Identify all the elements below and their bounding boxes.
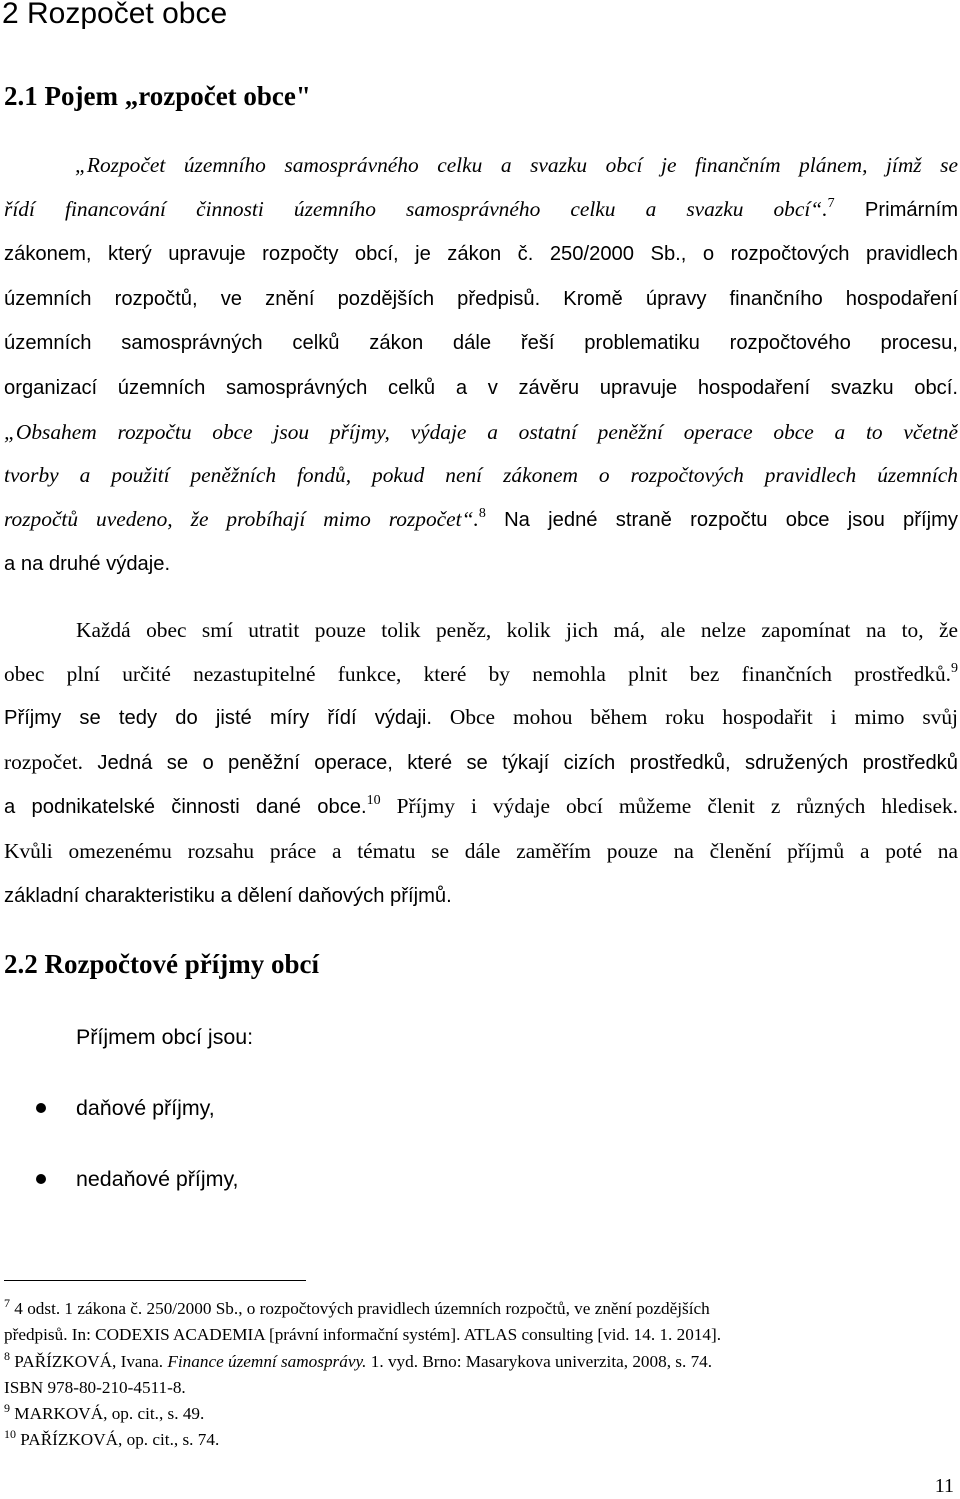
section-heading-2-2: 2.2 Rozpočtové příjmy obcí	[4, 949, 319, 979]
paragraph-line: organizací územních samosprávných celků a v závěru upravuje hospodaření svazku obcí.	[4, 376, 958, 399]
page-number: 11	[934, 1475, 954, 1497]
list-intro: Příjmem obcí jsou:	[76, 1025, 254, 1049]
footnote-separator	[4, 1280, 306, 1281]
paragraph-line: základní charakteristiku a dělení daňových příjmů.	[4, 884, 452, 907]
paragraph-line: Kvůli omezenému rozsahu práce a tématu se dále zaměřím pouze na členění příjmů a poté na	[4, 838, 958, 863]
footnote-ref-7: 7	[827, 195, 835, 211]
footnote-ref-9: 9	[951, 660, 958, 676]
document-page: 2 Rozpočet obce 2.1 Pojem „rozpočet obce" „Rozpočet územního samosprávného celku a svazku obcí je finančním plánem, jímž se řídí financování činnosti územního samosprávného celku a svazku obcí“.$^7$ Primárním zákonem, který upravuje rozpočty obcí, je zákon č. 250/2000 Sb., o rozpočtových pravidlech územních rozpočtů, ve znění pozdějších předpisů. Kromě úpravy finančního hospodaření územních samosprávných celků zákon dále řeší problematiku rozpočtového procesu, organizací územních samosprávných celků a v závěru upravuje hospodaření svazku obcí. „Obsahem rozpočtu obce jsou příjmy, výdaje a ostatní peněžní operace obce a to včetně tvorby a použití peněžních fondů, pokud není zákonem o rozpočtových pravidlech územních rozpočtů uvedeno, že probíhají mimo rozpočet“.$^8$ Na jedné straně rozpočtu obce jsou příjmy a na druhé výdaje. Každá obec smí utratit pouze tolik peněz, kolik jich má, ale nelze zapomínat na to, že obec plní určité nezastupitelné funkce, které by nemohla plnit bez finančních prostředků.$^9$ Příjmy se tedy do jisté míry řídí výdaji. Obce mohou během roku hospodařit i mimo svůj rozpočet. Jedná se o peněžní operace, které se týkají cizích prostředků, sdružených prostředků a podnikatelské činnosti dané obce.$^{10}$ Příjmy i výdaje obcí můžeme členit z různých hledisek. Kvůli omezenému rozsahu práce a tématu se dále zaměřím pouze na členění příjmů a poté na základní charakteristiku a dělení daňových příjmů. 2.2 Rozpočtové příjmy obcí Příjmem obcí jsou: daňové příjmy, nedaňové příjmy, $^7$ 4 odst. 1 zákona č. 250/2000 Sb., o rozpočtových pravidlech územních rozpočtů, ve znění pozdějších předpisů. In: CODEXIS ACADEMIA [právní informační systém]. ATLAS consulting [vid. 14. 1. 2014]. $^8$ PAŘÍZKOVÁ, Ivana. Finance územní samosprávy. 1. vyd. Brno: Masarykova univerzita, 2008, s. 74. ISBN 978-80-210-4511-8. $^9$ MARKOVÁ, op. cit., s. 49. $^{10}$ PAŘÍZKOVÁ, op. cit., s. 74. 11	[0, 0, 960, 1499]
paragraph-line: a podnikatelské činnosti dané obce.$^{10}$ Příjmy i výdaje obcí můžeme členit z různých hledisek.	[4, 793, 958, 819]
paragraph-line: řídí financování činnosti územního samosprávného celku a svazku obcí“.$^7$ Primárním	[4, 195, 958, 221]
paragraph-line: tvorby a použití peněžních fondů, pokud není zákonem o rozpočtových pravidlech územních	[4, 463, 958, 488]
footnote-7-cont: předpisů. In: CODEXIS ACADEMIA [právní informační systém]. ATLAS consulting [vid. 14. 1. 2014].	[4, 1325, 722, 1345]
footnote-7: $^7$ 4 odst. 1 zákona č. 250/2000 Sb., o rozpočtových pravidlech územních rozpočtů, ve znění pozdějších	[4, 1296, 710, 1318]
footnote-9: $^9$ MARKOVÁ, op. cit., s. 49.	[4, 1401, 205, 1424]
bullet-icon	[36, 1174, 46, 1184]
paragraph-line: „Obsahem rozpočtu obce jsou příjmy, výdaje a ostatní peněžní operace obce a to včetně	[4, 419, 958, 444]
paragraph-2	[4, 609, 958, 918]
paragraph-line: „Rozpočet územního samosprávného celku a svazku obcí je finančním plánem, jímž se	[75, 153, 958, 177]
footnote-8: $^8$ PAŘÍZKOVÁ, Ivana. Finance územní samosprávy. 1. vyd. Brno: Masarykova univerzita, 2008, s. 74.	[4, 1348, 713, 1371]
paragraph-line: rozpočet. Jedná se o peněžní operace, které se týkají cizích prostředků, sdružených prostředků	[4, 749, 958, 774]
paragraph-line: zákonem, který upravuje rozpočty obcí, je zákon č. 250/2000 Sb., o rozpočtových pravidlech	[4, 243, 958, 266]
paragraph-1	[4, 144, 958, 587]
footnote-10: $^{10}$ PAŘÍZKOVÁ, op. cit., s. 74.	[4, 1427, 220, 1450]
footnote-ref-8: 8	[478, 505, 486, 521]
paragraph-line: územních rozpočtů, ve znění pozdějších předpisů. Kromě úpravy finančního hospodaření	[4, 287, 958, 310]
footnotes	[4, 1296, 944, 1454]
chapter-heading: 2 Rozpočet obce	[2, 0, 228, 30]
paragraph-line: obec plní určité nezastupitelné funkce, které by nemohla plnit bez finančních prostředků.$^9$	[4, 660, 958, 686]
footnote-8-cont: ISBN 978-80-210-4511-8.	[4, 1377, 186, 1397]
footnote-ref-10: 10	[366, 793, 381, 809]
bullet-icon	[36, 1103, 46, 1113]
paragraph-line: Každá obec smí utratit pouze tolik peněz, kolik jich má, ale nelze zapomínat na to, že	[76, 618, 958, 642]
paragraph-line: Příjmy se tedy do jisté míry řídí výdaji. Obce mohou během roku hospodařit i mimo svůj	[4, 705, 958, 730]
paragraph-line: rozpočtů uvedeno, že probíhají mimo rozpočet“.$^8$ Na jedné straně rozpočtu obce jsou příjmy	[4, 505, 958, 531]
paragraph-line: územních samosprávných celků zákon dále řeší problematiku rozpočtového procesu,	[4, 332, 958, 355]
paragraph-line: a na druhé výdaje.	[4, 553, 171, 576]
section-heading-2-1: 2.1 Pojem „rozpočet obce"	[4, 81, 311, 111]
